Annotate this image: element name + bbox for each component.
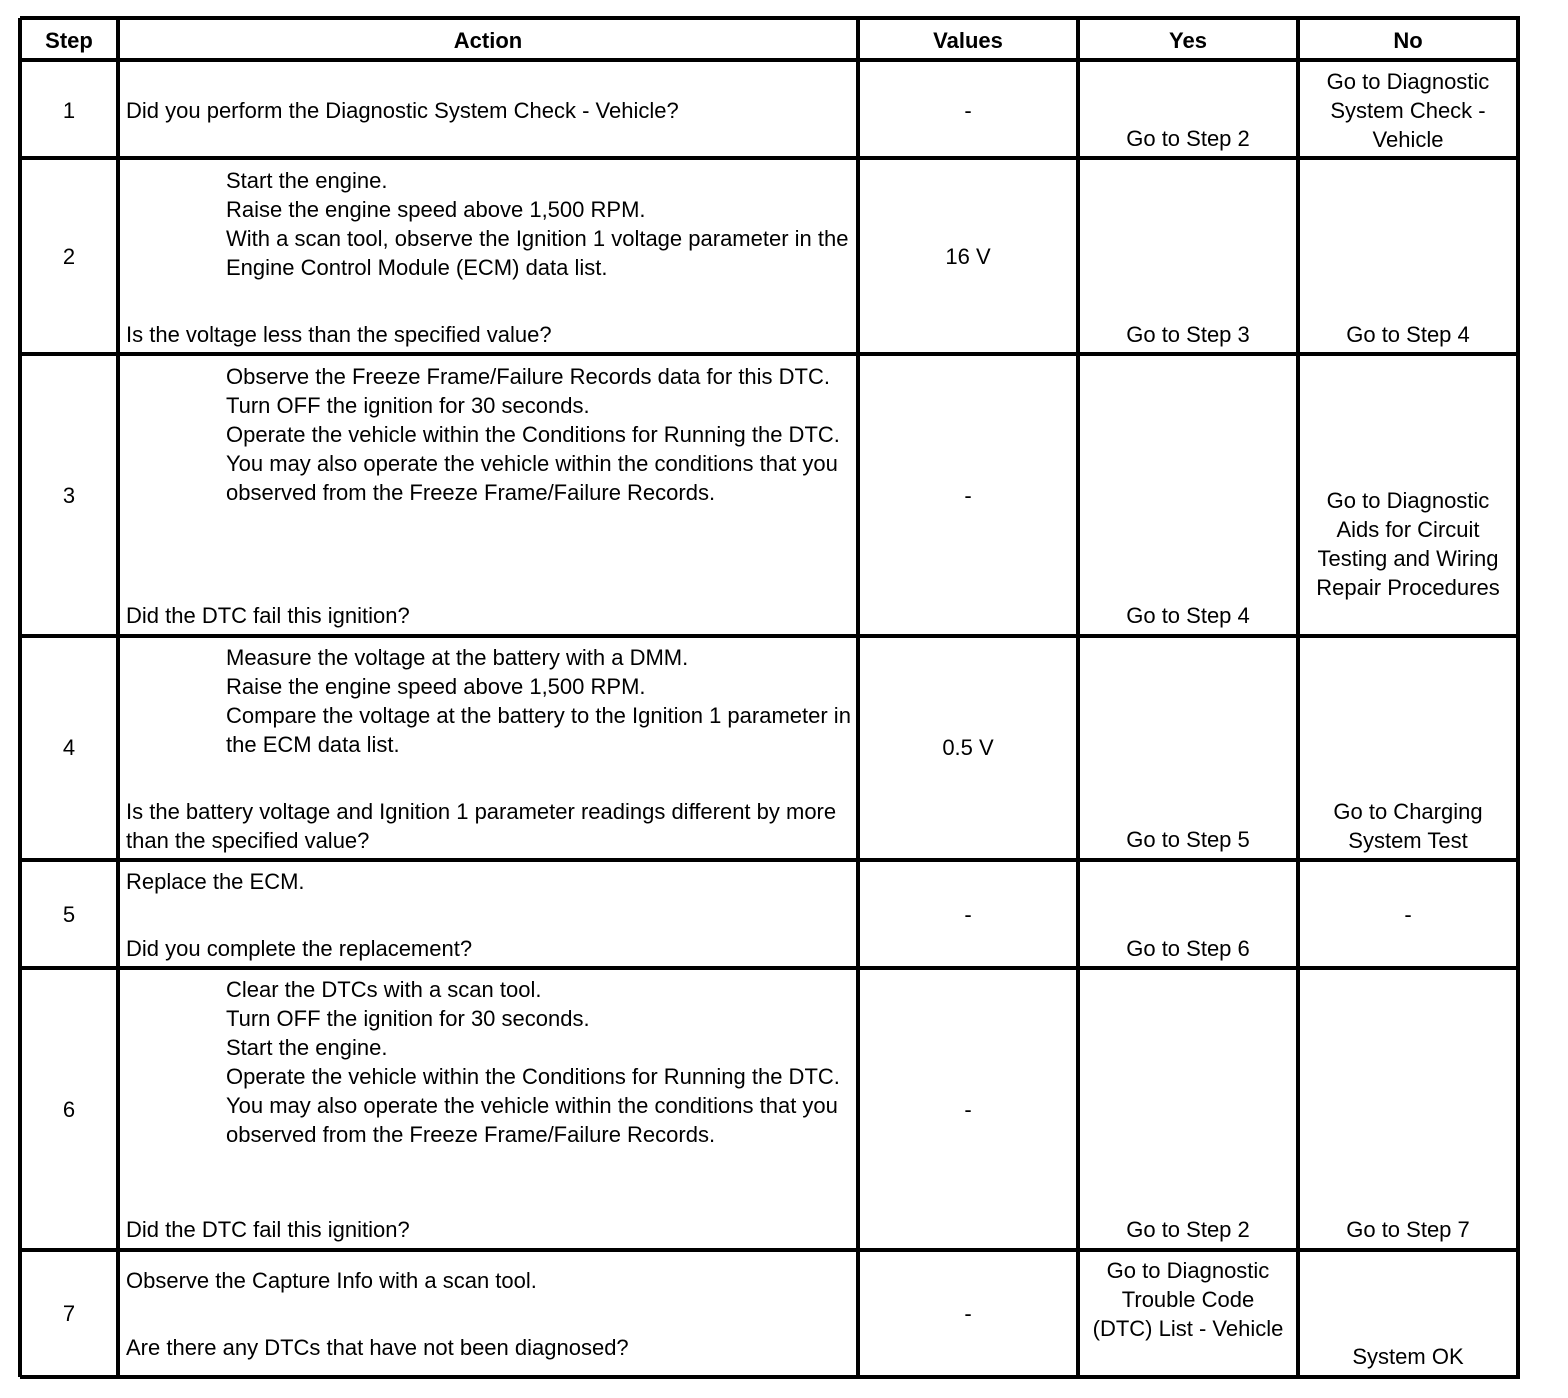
action-question: Are there any DTCs that have not been diagnosed? bbox=[126, 1335, 629, 1360]
no-cell: Go to Charging System Test bbox=[1333, 799, 1483, 853]
action-step: Measure the voltage at the battery with a DMM. bbox=[226, 645, 689, 670]
action-lead: Observe the Capture Info with a scan tool. bbox=[126, 1268, 537, 1293]
step-number: 1 bbox=[62, 98, 76, 123]
action-steps bbox=[126, 166, 854, 282]
yes-cell: Go to Step 5 bbox=[1126, 827, 1250, 852]
action-lead: Replace the ECM. bbox=[126, 869, 305, 894]
action-step: With a scan tool, observe the Ignition 1 voltage parameter in the Engine Control Module (ECM) data list. bbox=[226, 226, 849, 280]
no-cell: Go to Diagnostic Aids for Circuit Testing and Wiring Repair Procedures bbox=[1316, 488, 1500, 600]
action-question: Is the battery voltage and Ignition 1 parameter readings different by more than the specified value? bbox=[126, 799, 837, 853]
step-number: 6 bbox=[62, 1097, 76, 1122]
value-cell: - bbox=[964, 902, 972, 927]
header-step: Step bbox=[45, 28, 93, 53]
yes-cell: Go to Step 3 bbox=[1126, 322, 1250, 347]
no-cell: Go to Step 7 bbox=[1346, 1217, 1470, 1242]
action-question: Is the voltage less than the specified value? bbox=[126, 322, 552, 347]
value-cell: - bbox=[964, 483, 972, 508]
action-step: Operate the vehicle within the Conditions for Running the DTC. You may also operate the vehicle within the conditions that you observed from the Freeze Frame/Failure Records. bbox=[226, 1064, 840, 1147]
action-steps bbox=[126, 643, 854, 759]
action-question: Did you perform the Diagnostic System Check - Vehicle? bbox=[126, 98, 679, 123]
action-step: Turn OFF the ignition for 30 seconds. bbox=[226, 393, 590, 418]
step-number: 2 bbox=[62, 244, 76, 269]
action-step: Raise the engine speed above 1,500 RPM. bbox=[226, 674, 646, 699]
header-no: No bbox=[1393, 28, 1423, 53]
step-number: 3 bbox=[62, 483, 76, 508]
value-cell: - bbox=[964, 98, 972, 123]
step-number: 4 bbox=[62, 735, 76, 760]
step-number: 5 bbox=[62, 902, 76, 927]
action-steps bbox=[126, 975, 854, 1149]
yes-cell: Go to Step 6 bbox=[1126, 936, 1250, 961]
action-question: Did the DTC fail this ignition? bbox=[126, 1217, 410, 1242]
step-number: 7 bbox=[62, 1301, 76, 1326]
action-step: Turn OFF the ignition for 30 seconds. bbox=[226, 1006, 590, 1031]
action-step: Compare the voltage at the battery to the Ignition 1 parameter in the ECM data list. bbox=[226, 703, 851, 757]
no-cell: Go to Step 4 bbox=[1346, 322, 1470, 347]
action-step: Raise the engine speed above 1,500 RPM. bbox=[226, 197, 646, 222]
yes-cell: Go to Step 4 bbox=[1126, 603, 1250, 628]
action-question: Did you complete the replacement? bbox=[126, 936, 473, 961]
yes-cell: Go to Step 2 bbox=[1126, 126, 1250, 151]
header-values: Values bbox=[933, 28, 1003, 53]
header-yes: Yes bbox=[1169, 28, 1207, 53]
no-cell: System OK bbox=[1352, 1344, 1464, 1369]
action-question: Did the DTC fail this ignition? bbox=[126, 603, 410, 628]
action-step: Observe the Freeze Frame/Failure Records data for this DTC. bbox=[226, 364, 830, 389]
action-step: Start the engine. bbox=[226, 168, 388, 193]
action-steps bbox=[126, 362, 854, 507]
action-step: Operate the vehicle within the Conditions for Running the DTC. You may also operate the vehicle within the conditions that you observed from the Freeze Frame/Failure Records. bbox=[226, 422, 840, 505]
header-action: Action bbox=[453, 28, 523, 53]
no-cell: Go to Diagnostic System Check - Vehicle bbox=[1326, 69, 1490, 152]
action-step: Clear the DTCs with a scan tool. bbox=[226, 977, 542, 1002]
value-cell: - bbox=[964, 1097, 972, 1122]
no-cell: - bbox=[1404, 902, 1412, 927]
value-cell: 0.5 V bbox=[942, 735, 994, 760]
yes-cell: Go to Diagnostic Trouble Code (DTC) List - Vehicle bbox=[1092, 1258, 1284, 1341]
yes-cell: Go to Step 2 bbox=[1126, 1217, 1250, 1242]
value-cell: 16 V bbox=[945, 244, 991, 269]
value-cell: - bbox=[964, 1301, 972, 1326]
action-step: Start the engine. bbox=[226, 1035, 388, 1060]
